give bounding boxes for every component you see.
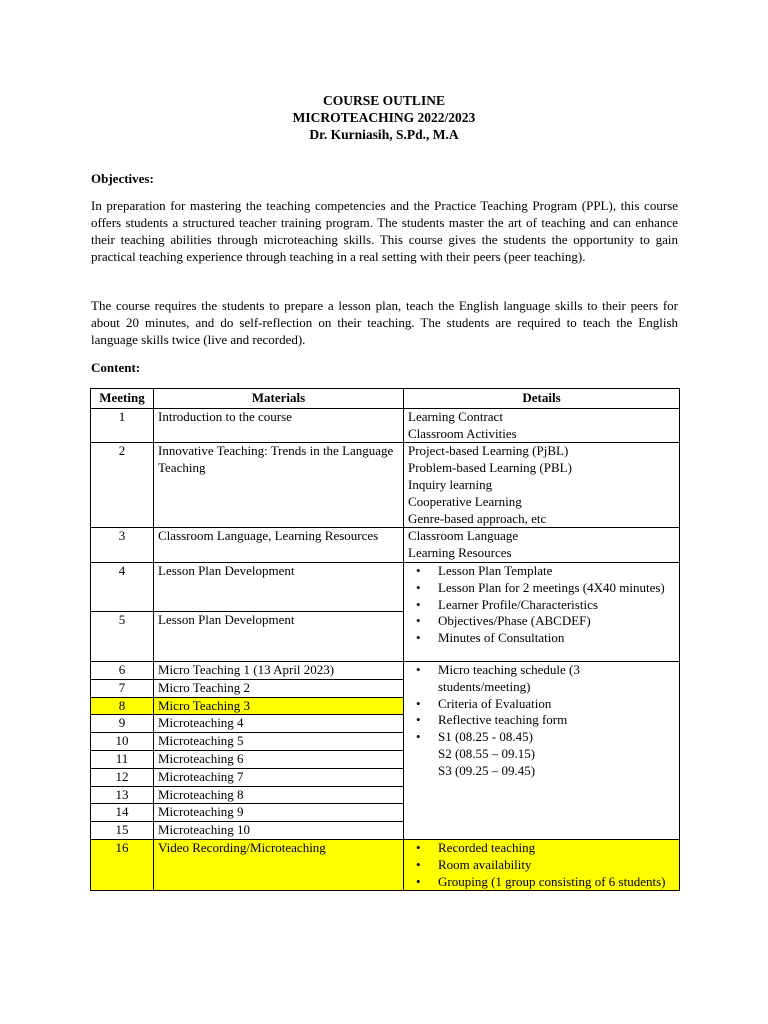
list-item: • Reflective teaching form bbox=[408, 712, 675, 729]
header-materials: Materials bbox=[154, 389, 404, 409]
meeting-number: 7 bbox=[91, 679, 154, 697]
material-cell: Microteaching 9 bbox=[154, 804, 404, 822]
detail-line: Problem-based Learning (PBL) bbox=[408, 460, 572, 476]
material-cell: Lesson Plan Development bbox=[154, 562, 404, 611]
title-line-2: MICROTEACHING 2022/2023 bbox=[292, 110, 476, 125]
title-line-3: Dr. Kurniasih, S.Pd., M.A bbox=[309, 127, 459, 142]
details-cell bbox=[404, 408, 680, 443]
meeting-number: 12 bbox=[91, 768, 154, 786]
meeting-number: 4 bbox=[91, 562, 154, 611]
video-recording-details-cell bbox=[404, 839, 680, 890]
material-cell: Micro Teaching 1 (13 April 2023) bbox=[154, 661, 404, 679]
meeting-number: 9 bbox=[91, 715, 154, 733]
detail-line: Classroom Language bbox=[408, 528, 519, 544]
micro-teaching-list bbox=[408, 662, 675, 780]
header-meeting: Meeting bbox=[91, 389, 154, 409]
details-cell bbox=[404, 443, 680, 528]
material-cell: Microteaching 8 bbox=[154, 786, 404, 804]
meeting-number: 11 bbox=[91, 750, 154, 768]
table-row bbox=[91, 443, 680, 528]
table-row bbox=[91, 562, 680, 611]
list-item: • Lesson Plan Template bbox=[408, 563, 675, 580]
meeting-number: 14 bbox=[91, 804, 154, 822]
meeting-number: 2 bbox=[91, 443, 154, 528]
table-row bbox=[91, 408, 680, 443]
list-item: • Objectives/Phase (ABCDEF) bbox=[408, 613, 675, 630]
table-header-row bbox=[91, 389, 680, 409]
title-line-1: COURSE OUTLINE bbox=[323, 93, 445, 108]
list-item: • S1 (08.25 - 08.45) bbox=[408, 729, 675, 746]
material-cell: Video Recording/Microteaching bbox=[154, 839, 404, 890]
document-title bbox=[0, 92, 768, 143]
detail-line: Cooperative Learning bbox=[408, 493, 522, 509]
session-line: S2 (08.55 – 09.15) bbox=[438, 745, 536, 761]
detail-line: Learning Contract bbox=[408, 408, 503, 424]
lesson-plan-details-cell bbox=[404, 562, 680, 661]
list-item: • Micro teaching schedule (3 students/meeting) bbox=[408, 662, 675, 696]
table-row-highlighted bbox=[91, 839, 680, 890]
session-line: S3 (09.25 – 09.45) bbox=[438, 762, 536, 778]
meeting-number: 5 bbox=[91, 612, 154, 662]
meeting-number: 8 bbox=[91, 697, 154, 715]
material-cell: Micro Teaching 2 bbox=[154, 679, 404, 697]
material-cell: Microteaching 10 bbox=[154, 822, 404, 840]
meeting-number: 13 bbox=[91, 786, 154, 804]
content-table bbox=[90, 388, 680, 891]
material-cell: Innovative Teaching: Trends in the Language Teaching bbox=[154, 443, 404, 528]
material-cell: Microteaching 4 bbox=[154, 715, 404, 733]
list-item: • Recorded teaching bbox=[408, 840, 675, 857]
table-row bbox=[91, 528, 680, 563]
content-heading: Content: bbox=[91, 360, 141, 375]
material-cell: Lesson Plan Development bbox=[154, 612, 404, 662]
video-recording-list bbox=[408, 840, 675, 890]
detail-line: Genre-based approach, etc bbox=[408, 510, 547, 526]
meeting-number: 6 bbox=[91, 661, 154, 679]
objectives-paragraph-2: The course requires the students to prepare a lesson plan, teach the English language skills to their peers for about 20 minutes, and do self-reflection on their teaching. The students are required to teach the English language skills twice (live and recorded). bbox=[91, 298, 678, 347]
list-item: • Grouping (1 group consisting of 6 students) bbox=[408, 874, 675, 891]
material-cell: Classroom Language, Learning Resources bbox=[154, 528, 404, 563]
list-item: • Lesson Plan for 2 meetings (4X40 minutes) bbox=[408, 580, 675, 597]
micro-teaching-details-cell bbox=[404, 661, 680, 839]
detail-line: Learning Resources bbox=[408, 545, 512, 561]
detail-line: Project-based Learning (PjBL) bbox=[408, 443, 569, 459]
list-item: • Minutes of Consultation bbox=[408, 630, 675, 647]
material-cell: Microteaching 7 bbox=[154, 768, 404, 786]
meeting-number: 16 bbox=[91, 839, 154, 890]
details-cell bbox=[404, 528, 680, 563]
meeting-number: 15 bbox=[91, 822, 154, 840]
objectives-paragraph-1: In preparation for mastering the teaching competencies and the Practice Teaching Program (PPL), this course offers students a structured teacher training program. The students master the art of teaching and can enhance their teaching abilities through microteaching skills. This course gives the students the opportunity to gain practical teaching experience through teaching in a real setting with their peers (peer teaching). bbox=[91, 198, 678, 264]
detail-line: Inquiry learning bbox=[408, 476, 493, 492]
header-details: Details bbox=[404, 389, 680, 409]
lesson-plan-list bbox=[408, 563, 675, 647]
list-item: • Criteria of Evaluation bbox=[408, 696, 675, 713]
material-cell: Introduction to the course bbox=[154, 408, 404, 443]
objectives-heading: Objectives: bbox=[91, 171, 154, 186]
material-cell: Micro Teaching 3 bbox=[154, 697, 404, 715]
meeting-number: 10 bbox=[91, 733, 154, 751]
table-row bbox=[91, 661, 680, 679]
detail-line: Classroom Activities bbox=[408, 425, 517, 441]
material-cell: Microteaching 5 bbox=[154, 733, 404, 751]
list-item: • Room availability bbox=[408, 857, 675, 874]
meeting-number: 1 bbox=[91, 408, 154, 443]
material-cell: Microteaching 6 bbox=[154, 750, 404, 768]
list-item: • Learner Profile/Characteristics bbox=[408, 597, 675, 614]
meeting-number: 3 bbox=[91, 528, 154, 563]
